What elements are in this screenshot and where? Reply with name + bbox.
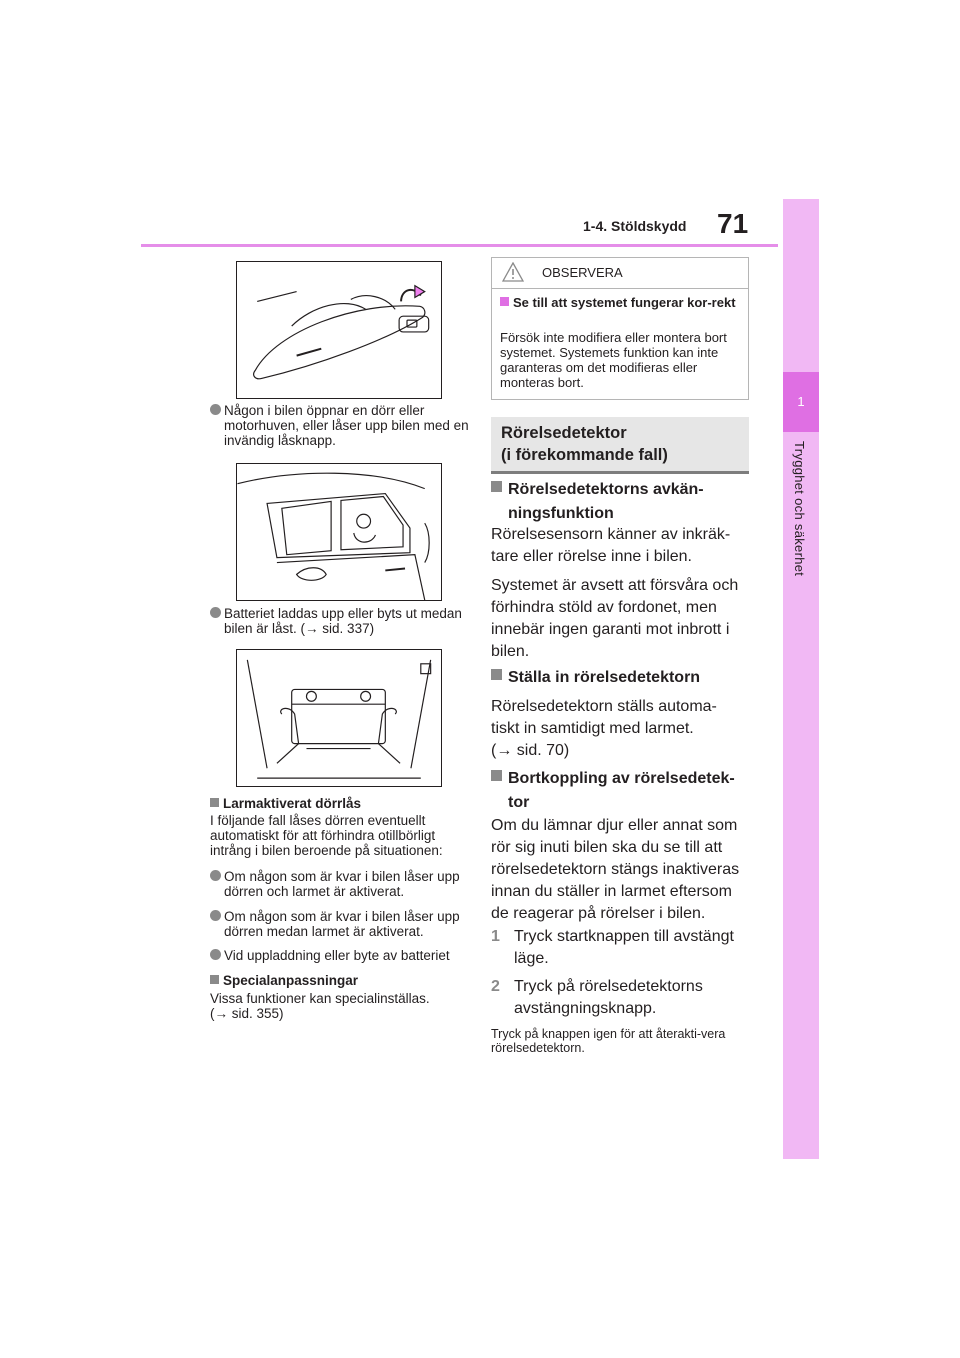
square-bullet-icon: [210, 975, 219, 984]
bullet-dot-icon: [210, 870, 221, 881]
square-bullet-icon: [500, 297, 509, 306]
page-number: 71: [717, 208, 749, 239]
square-bullet-icon: [491, 669, 502, 680]
notice-subheading: Se till att systemet fungerar kor-rekt: [500, 295, 745, 310]
notice-header: [492, 258, 748, 289]
bullet-dot-icon: [210, 949, 221, 960]
header-section-title: 1-4. Stöldskydd: [583, 218, 687, 234]
subheading-sensing-function: Rörelsedetektorns avkän- ningsfunktion: [491, 478, 753, 526]
paragraph: Systemet är avsett att försvåra och förhindra stöld av fordonet, men innebär ingen garanti mot inbrott i bilen.: [491, 577, 739, 660]
paragraph: Vissa funktioner kan specialinställas. (→ sid. 355): [210, 991, 472, 1021]
notice-body: Försök inte modifiera eller montera bort systemet. Systemets funktion kan inte garanteras om det modifieras eller monteras bort.: [500, 330, 727, 390]
chapter-label: Trygghet och säkerhet: [792, 441, 807, 577]
paragraph: Rörelsesensorn känner av inkräk-tare eller rörelse inne i bilen.: [491, 526, 731, 565]
page-reference-link[interactable]: → sid. 337: [305, 621, 370, 636]
subheading-set-detector: Ställa in rörelsedetektorn: [491, 667, 753, 689]
subheading-disable-detector: Bortkoppling av rörelsedetek- tor: [491, 767, 753, 815]
door-handle-illustration: [236, 261, 442, 399]
list-item: Om någon som är kvar i bilen låser upp dörren och larmet är aktiverat.: [210, 869, 472, 899]
list-item: Om någon som är kvar i bilen låser upp dörren medan larmet är aktiverat.: [210, 909, 472, 939]
notice-box: [491, 257, 749, 400]
bullet-dot-icon: [210, 404, 221, 415]
subheading-customization: Specialanpassningar: [210, 973, 472, 988]
chapter-side-tab: [783, 199, 819, 1159]
paragraph: I följande fall låses dörren eventuellt automatiskt för att förhindra otillbörligt intrång i bilen beroende på situationen:: [210, 813, 443, 858]
list-item: Någon i bilen öppnar en dörr eller motorhuven, eller låser upp bilen med en invändig låsknapp.: [210, 403, 472, 448]
section-title: Rörelsedetektor (i förekommande fall): [501, 424, 668, 464]
step-item: 2 Tryck på rörelsedetektorns avstängningsknapp.: [491, 978, 703, 1017]
warning-icon: [502, 262, 524, 282]
page-reference-link[interactable]: (→ sid. 355): [210, 1006, 284, 1021]
paragraph: Rörelsedetektorn ställs automa-tiskt in samtidigt med larmet. (→ sid. 70): [491, 696, 741, 762]
step-item: 1 Tryck startknappen till avstängt läge.: [491, 928, 734, 967]
paragraph: Om du lämnar djur eller annat som rör sig inuti bilen ska du se till att rörelsedetektorn stängs inaktiveras innan du ställer in larmet eftersom de reagerar på rörelser i bilen.: [491, 817, 740, 922]
section-heading-box: [491, 417, 749, 474]
header-rule: [141, 244, 778, 247]
square-bullet-icon: [491, 481, 502, 492]
page-reference-link[interactable]: (→ sid. 70): [491, 742, 570, 759]
notice-title: OBSERVERA: [542, 265, 623, 280]
car-interior-illustration: [236, 463, 442, 601]
list-item: Vid uppladdning eller byte av batteriet: [210, 948, 472, 963]
square-bullet-icon: [491, 770, 502, 781]
list-item: Batteriet laddas upp eller byts ut medan bilen är låst. (→ sid. 337): [210, 606, 472, 636]
square-bullet-icon: [210, 798, 219, 807]
subheading-alarm-door-lock: Larmaktiverat dörrlås: [210, 796, 472, 811]
bullet-dot-icon: [210, 910, 221, 921]
chapter-number: 1: [797, 394, 805, 409]
note-text: Tryck på knappen igen för att återakti-vera rörelsedetektorn.: [491, 1027, 726, 1055]
step-number: 2: [491, 978, 500, 995]
step-number: 1: [491, 928, 500, 945]
battery-illustration: [236, 649, 442, 787]
bullet-dot-icon: [210, 607, 221, 618]
